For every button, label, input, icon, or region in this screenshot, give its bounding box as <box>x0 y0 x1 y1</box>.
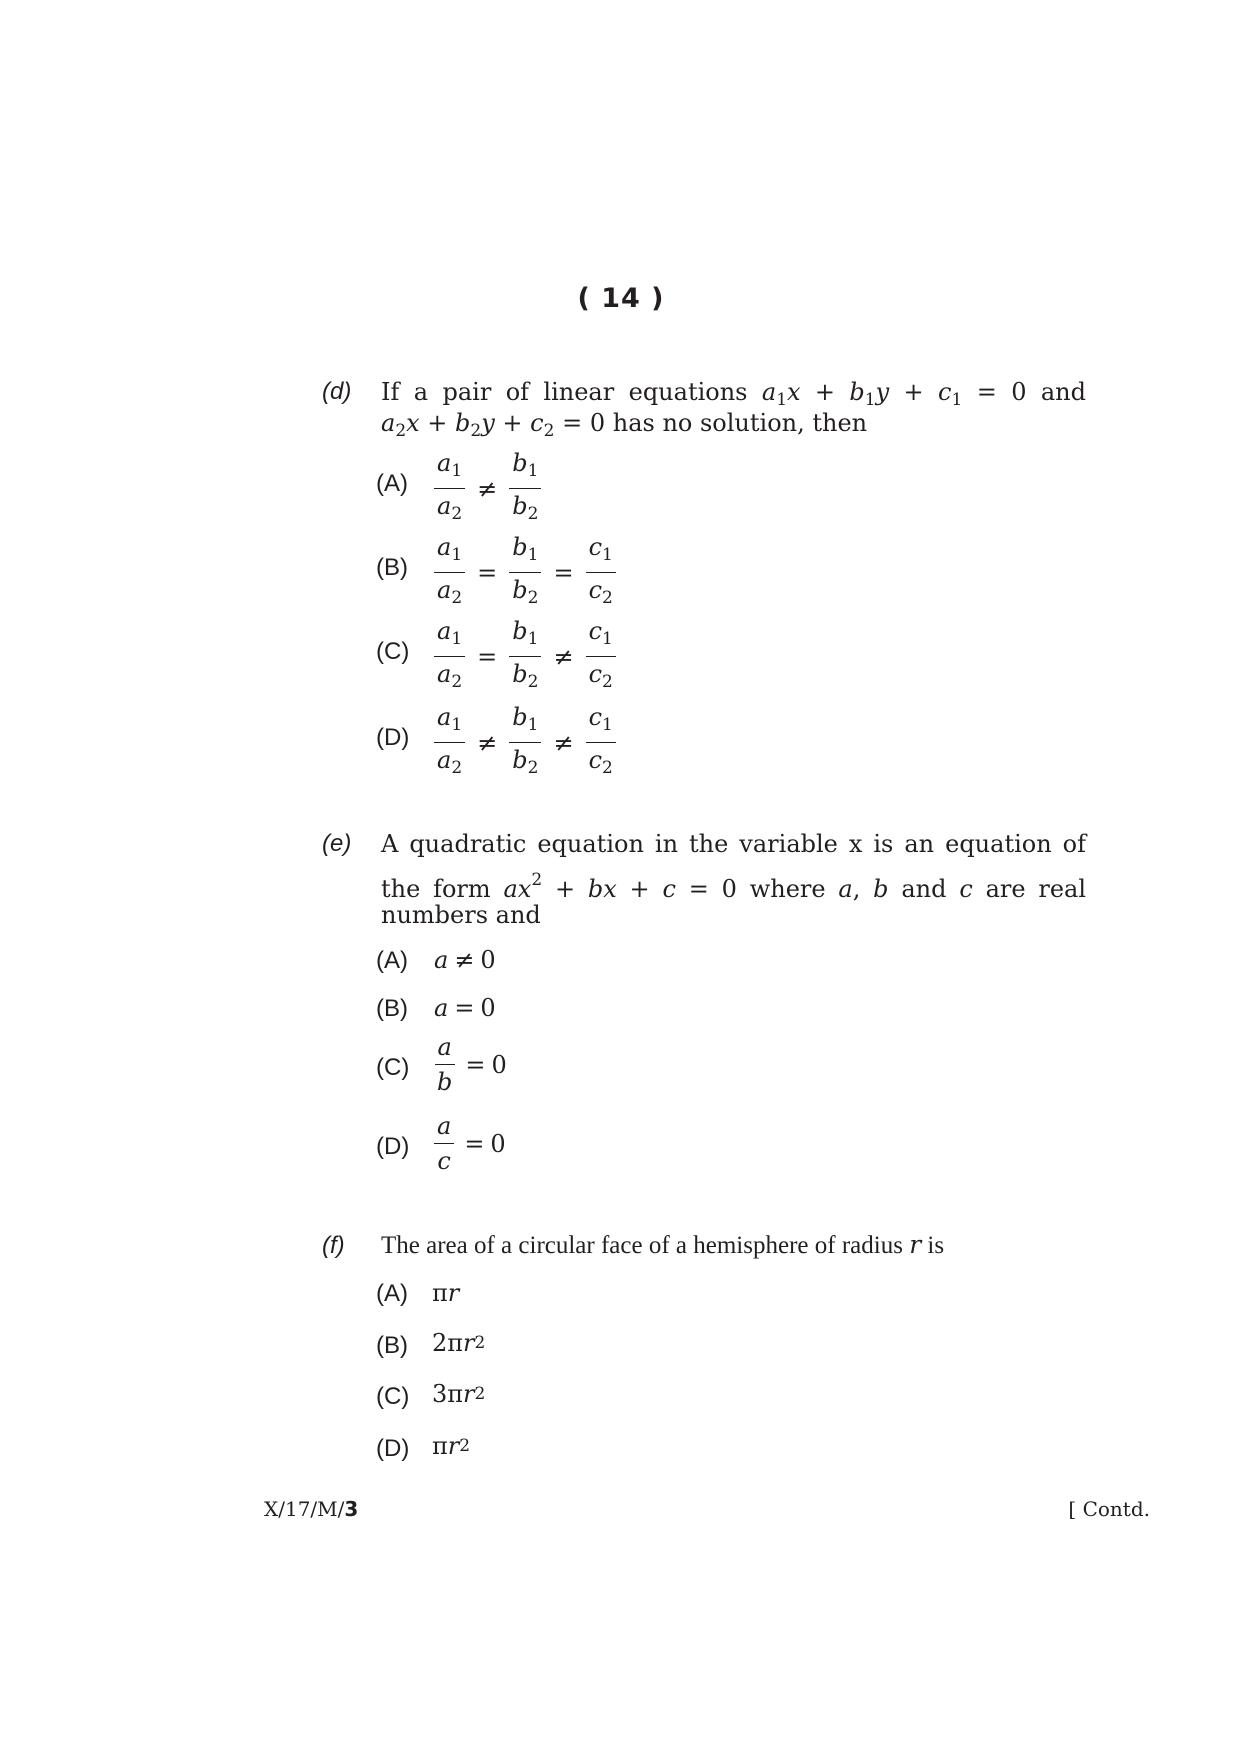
option-f-b-label: (B) <box>376 1332 408 1359</box>
page-number: ( 14 ) <box>577 283 665 314</box>
option-d-a-label: (A) <box>376 470 408 497</box>
option-d-d: $\frac{a_1}{a_2}$ ≠ $\frac{b_1}{b_2}$ ≠ $\frac{c_1}{c_2}$ <box>430 702 620 783</box>
question-e-stem-line2: the form $ax^2$ + bx + c = 0 where a, b and c are real <box>381 870 1087 903</box>
option-d-c: $\frac{a_1}{a_2}$ = $\frac{b_1}{b_2}$ ≠ $\frac{c_1}{c_2}$ <box>430 616 620 697</box>
option-f-b: 2π r 2 <box>432 1329 486 1357</box>
option-e-a: a ≠ 0 <box>434 946 496 974</box>
question-label-e: (e) <box>322 830 352 857</box>
equation-2: $a_2x + b_2y + c_2 = 0$ <box>381 409 606 441</box>
option-f-a-label: (A) <box>376 1280 408 1307</box>
option-f-d: π r 2 <box>432 1432 471 1460</box>
option-e-d: $\frac{a}{c}$ = 0 <box>430 1111 506 1176</box>
option-e-b-label: (B) <box>376 995 408 1022</box>
option-d-b-label: (B) <box>376 554 408 581</box>
option-f-d-label: (D) <box>376 1435 410 1462</box>
option-f-a: π r <box>432 1279 460 1307</box>
quadratic-equation: $ax^2$ + bx + c = 0 <box>503 870 737 903</box>
footer-paper-code: X/17/M/3 <box>264 1497 359 1521</box>
question-f-stem: The area of a circular face of a hemisphere of radius r is <box>381 1230 945 1259</box>
question-label-d: (d) <box>322 378 352 405</box>
question-d-stem-line1: If a pair of linear equations $a_1x + b_1y + c_1 = 0$ and <box>381 378 1086 410</box>
option-f-c: 3π r 2 <box>432 1380 486 1408</box>
option-f-c-label: (C) <box>376 1383 410 1410</box>
question-label-f: (f) <box>322 1232 345 1259</box>
option-e-d-label: (D) <box>376 1133 410 1160</box>
equation-1: $a_1x + b_1y + c_1 = 0$ <box>761 378 1027 410</box>
option-d-d-label: (D) <box>376 724 410 751</box>
question-e-stem-line3: numbers and <box>381 901 541 929</box>
question-e-stem-line1: A quadratic equation in the variable x is an equation of <box>381 830 1086 858</box>
option-d-c-label: (C) <box>376 638 410 665</box>
option-e-a-label: (A) <box>376 947 408 974</box>
option-d-b: $\frac{a_1}{a_2}$ = $\frac{b_1}{b_2}$ = $\frac{c_1}{c_2}$ <box>430 532 620 613</box>
option-e-c: $\frac{a}{b}$ = 0 <box>430 1032 507 1097</box>
option-d-a: $\frac{a_1}{a_2}$ ≠ $\frac{b_1}{b_2}$ <box>430 448 545 529</box>
question-d-stem-line2: $a_2x + b_2y + c_2 = 0$ has no solution, then <box>381 409 868 441</box>
option-e-b: a = 0 <box>434 994 496 1022</box>
option-e-c-label: (C) <box>376 1054 410 1081</box>
footer-contd: [ Contd. <box>1068 1497 1150 1521</box>
